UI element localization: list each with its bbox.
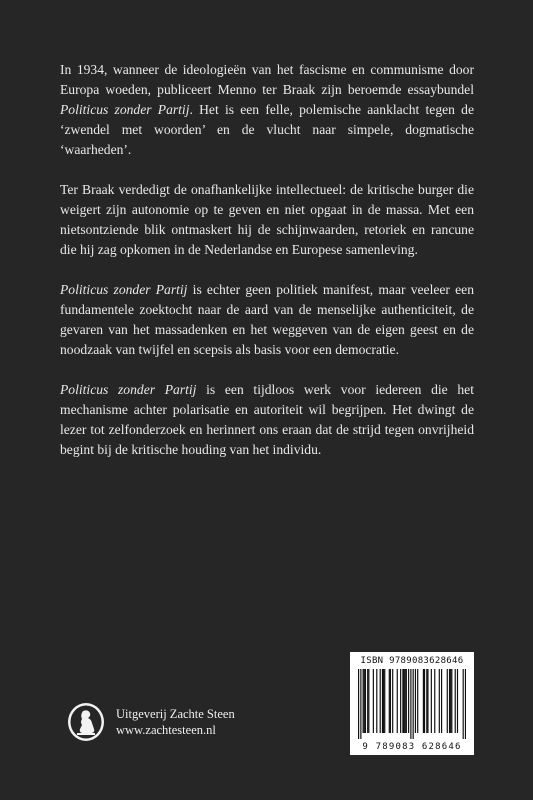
barcode-bar <box>389 669 390 733</box>
barcode-bar <box>447 669 448 733</box>
barcode-bar <box>415 669 416 733</box>
blurb-text <box>60 60 474 480</box>
barcode-bar <box>402 669 403 733</box>
barcode-bar <box>455 669 456 733</box>
barcode-bar <box>392 669 393 733</box>
barcode-bar <box>376 669 377 733</box>
paragraph-text: In 1934, wanneer de ideologieën van het fascisme en communisme door Europa woeden, publiceert Menno ter Braak zijn beroemde essaybundel <box>60 62 474 97</box>
barcode-bar <box>424 669 425 733</box>
barcode-bar <box>427 669 428 733</box>
paragraph-text: . Het is een felle, polemische aanklacht tegen de ‘zwendel met woorden’ en de vlucht naar simpele, dogmatische ‘waarheden’. <box>60 102 474 157</box>
barcode-bar <box>383 669 384 733</box>
paragraph-text: Ter Braak verdedigt de onafhankelijke intellectueel: de kritische burger die weigert zijn autonomie op te geven en niet opgaat in de massa. Met een nietsontziende blik ontmaskert hij de schijnwaarden, retoriek en rancune die hij zag opkomen in de Nederlandse en Europese samenleving. <box>60 182 474 257</box>
blurb-paragraph <box>60 180 474 260</box>
barcode-bar <box>451 669 452 733</box>
barcode-bar <box>363 669 364 733</box>
barcode-bar <box>403 669 404 733</box>
barcode-bar <box>413 669 414 739</box>
publisher-info <box>116 706 235 738</box>
barcode-bars <box>358 669 466 739</box>
barcode-bar <box>449 669 450 733</box>
blurb-paragraph <box>60 60 474 160</box>
barcode-bar <box>382 669 383 733</box>
barcode-bar <box>431 669 432 733</box>
barcode-bar <box>384 669 385 733</box>
barcode-bar <box>423 669 424 733</box>
barcode-bar <box>408 669 409 733</box>
book-title-italic: Politicus zonder Partij <box>60 102 190 117</box>
paragraph-text: is een tijdloos werk voor iedereen die het mechanisme achter polarisatie en autoriteit wil begrijpen. Het dwingt de lezer tot zelfonderzoek en herinnert ons eraan dat de strijd tegen onvrijheid begint bij de kritische houding van het individu. <box>60 382 474 457</box>
barcode-bar <box>373 669 374 733</box>
barcode-bar <box>364 669 365 733</box>
barcode-bar <box>405 669 406 733</box>
barcode-bar <box>465 669 466 739</box>
isbn-label: ISBN 9789083628646 <box>360 656 464 666</box>
paragraph-text: is echter geen politiek manifest, maar veeleer een fundamentele zoektocht naar de aard van de menselijke authenticiteit, de gevaren van het massadenken en het weggeven van de eigen geest en de noodzaak van twijfel en scepsis als basis voor een democratie. <box>60 282 475 357</box>
isbn-barcode <box>350 652 474 755</box>
barcode-bar <box>426 669 427 733</box>
barcode-bar <box>358 669 359 739</box>
barcode-bar <box>360 669 361 739</box>
barcode-bar <box>367 669 368 733</box>
ean-digits: 9 789083 628646 <box>362 742 462 752</box>
barcode-bar <box>410 669 411 739</box>
barcode-bar <box>380 669 381 733</box>
barcode-bar <box>368 669 369 733</box>
barcode-bar <box>406 669 407 733</box>
barcode-bar <box>397 669 398 733</box>
barcode-bar <box>463 669 464 739</box>
barcode-bar <box>400 669 401 733</box>
barcode-bar <box>390 669 391 733</box>
book-title-italic: Politicus zonder Partij <box>60 382 197 397</box>
book-title-italic: Politicus zonder Partij <box>60 282 188 297</box>
publisher-name: Uitgeverij Zachte Steen <box>116 707 235 721</box>
barcode-bar <box>441 669 442 733</box>
barcode-bar <box>439 669 440 733</box>
publisher-website: www.zachtesteen.nl <box>116 723 216 737</box>
barcode-bar <box>457 669 458 733</box>
barcode-bar <box>417 669 418 733</box>
barcode-bar <box>434 669 435 733</box>
publisher-logo-icon <box>66 702 106 742</box>
barcode-bar <box>365 669 366 733</box>
barcode-bar <box>450 669 451 733</box>
blurb-paragraph <box>60 280 474 360</box>
blurb-paragraph <box>60 380 474 460</box>
